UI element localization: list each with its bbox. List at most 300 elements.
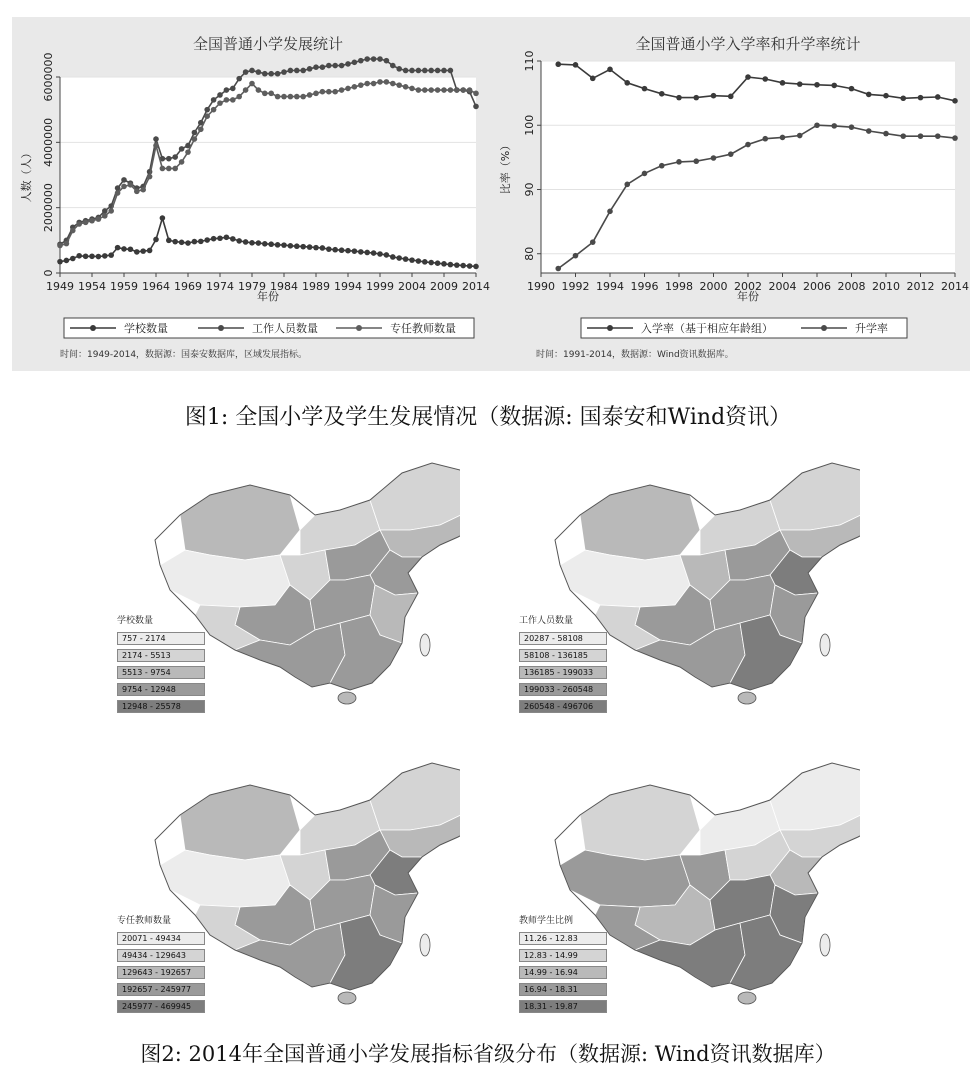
data-point [332, 63, 338, 69]
data-point [441, 68, 447, 74]
x-tick-label: 2004 [768, 280, 797, 293]
data-point [814, 82, 820, 88]
data-point [268, 91, 274, 97]
data-point [403, 68, 409, 74]
legend-marker [821, 325, 827, 331]
legend-swatch [519, 683, 607, 696]
data-point [409, 68, 415, 74]
data-point [256, 240, 262, 246]
data-point [728, 151, 734, 157]
data-point [57, 243, 63, 249]
data-point [192, 136, 198, 142]
province [160, 850, 290, 907]
data-point [217, 92, 223, 98]
data-point [307, 92, 313, 98]
data-point [64, 258, 70, 264]
data-point [339, 247, 345, 253]
y-tick-label: 2000000 [42, 183, 55, 233]
data-point [900, 133, 906, 139]
map-legend-item [519, 700, 607, 713]
data-point [332, 89, 338, 95]
data-point [160, 166, 166, 172]
legend-swatch [519, 966, 607, 979]
data-point [866, 128, 872, 134]
data-point [377, 79, 383, 85]
data-point [204, 237, 210, 243]
data-point [204, 113, 210, 119]
data-point [797, 81, 803, 87]
data-point [70, 256, 76, 262]
data-point [352, 60, 358, 66]
legend-marker [356, 325, 362, 331]
plot-area [541, 61, 955, 273]
x-tick-label: 1992 [561, 280, 590, 293]
legend-swatch [519, 649, 607, 662]
data-point [358, 82, 364, 88]
map-legend-item [519, 983, 607, 996]
data-point [102, 253, 108, 259]
data-point [268, 241, 274, 247]
data-point [121, 177, 127, 183]
data-point [224, 87, 230, 93]
legend-entry: 入学率（基于相应年龄组） [641, 322, 773, 335]
data-point [236, 94, 242, 100]
data-point [428, 68, 434, 74]
province [370, 463, 460, 530]
province [580, 785, 700, 860]
y-tick-label: 110 [523, 50, 536, 72]
data-point [300, 68, 306, 74]
data-point [590, 239, 596, 245]
data-point [166, 166, 172, 172]
data-point [76, 221, 82, 227]
province [160, 550, 290, 607]
data-point [952, 98, 958, 104]
data-point [307, 244, 313, 250]
data-point [780, 135, 786, 141]
data-point [313, 245, 319, 251]
legend-marker [607, 325, 613, 331]
data-point [396, 66, 402, 72]
hainan-island [738, 992, 756, 1004]
data-point [313, 64, 319, 70]
map-legend-item [519, 1000, 607, 1013]
legend-swatch [519, 949, 607, 962]
data-point [762, 76, 768, 82]
data-point [935, 94, 941, 100]
data-point [313, 91, 319, 97]
data-point [121, 246, 127, 252]
map-legend-item [519, 632, 607, 645]
legend-swatch [519, 632, 607, 645]
map-legend-title: 教师学生比例 [519, 916, 574, 926]
data-point [448, 262, 454, 268]
x-axis-label: 年份 [257, 290, 279, 303]
chart1-svg [12, 17, 491, 371]
province [180, 785, 300, 860]
data-point [160, 215, 166, 221]
x-tick-label: 1984 [270, 280, 298, 293]
data-point [900, 95, 906, 101]
x-tick-label: 2002 [734, 280, 762, 293]
taiwan-island [420, 634, 430, 656]
data-point [275, 242, 281, 248]
data-point [236, 238, 242, 244]
chart-school-development [12, 17, 491, 371]
data-point [390, 81, 396, 87]
x-tick-label: 1998 [665, 280, 693, 293]
legend-range: 129643 - 192657 [122, 968, 192, 977]
x-tick-label: 2012 [906, 280, 935, 293]
taiwan-island [820, 934, 830, 956]
data-point [384, 79, 390, 85]
data-point [435, 260, 441, 266]
data-point [121, 184, 127, 190]
data-point [89, 253, 95, 259]
map-legend-title: 专任教师数量 [117, 916, 172, 926]
data-point [153, 136, 159, 142]
legend-entry: 工作人员数量 [252, 322, 318, 335]
data-point [192, 239, 198, 245]
data-point [140, 248, 146, 254]
x-tick-label: 2000 [699, 280, 728, 293]
x-tick-label: 2010 [872, 280, 900, 293]
data-point [64, 241, 70, 247]
data-point [780, 80, 786, 86]
figure1-caption: 图1: 全国小学及学生发展情况（数据源: 国泰安和Wind资讯） [184, 405, 792, 430]
data-point [441, 261, 447, 267]
x-tick-label: 2014 [941, 280, 969, 293]
y-tick-label: 6000000 [42, 52, 55, 102]
chart-title: 全国普通小学入学率和升学率统计 [635, 35, 861, 53]
data-point [377, 251, 383, 257]
data-point [555, 61, 561, 67]
data-point [384, 58, 390, 64]
map-legend-item [117, 700, 205, 713]
data-point [441, 87, 447, 93]
data-point [211, 107, 217, 113]
hainan-island [338, 692, 356, 704]
x-axis-label: 年份 [737, 290, 759, 303]
x-tick-label: 1964 [142, 280, 170, 293]
legend-range: 757 - 2174 [122, 634, 166, 643]
x-tick-label: 2009 [430, 280, 458, 293]
legend-swatch [519, 932, 607, 945]
data-point [371, 250, 377, 256]
data-point [454, 262, 460, 268]
taiwan-island [420, 934, 430, 956]
data-point [918, 133, 924, 139]
data-point [76, 253, 82, 259]
data-point [607, 209, 613, 215]
legend-range: 16.94 - 18.31 [524, 985, 578, 994]
data-point [428, 260, 434, 266]
data-point [147, 248, 153, 254]
data-point [217, 235, 223, 241]
data-point [320, 64, 326, 70]
data-point [814, 122, 820, 128]
data-point [243, 69, 249, 75]
data-point [172, 154, 178, 160]
data-point [307, 66, 313, 72]
data-point [281, 94, 287, 100]
data-point [204, 107, 210, 113]
legend-range: 245977 - 469945 [122, 1002, 192, 1011]
legend-range: 2174 - 5513 [122, 651, 171, 660]
map-legend-item [519, 966, 607, 979]
legend-swatch [117, 966, 205, 979]
data-point [147, 174, 153, 180]
legend-swatch [117, 700, 205, 713]
data-point [281, 69, 287, 75]
data-point [371, 81, 377, 87]
data-point [288, 94, 294, 100]
data-point [211, 236, 217, 242]
data-point [659, 91, 665, 97]
data-point [294, 68, 300, 74]
data-point [185, 149, 191, 155]
legend-range: 18.31 - 19.87 [524, 1002, 578, 1011]
data-point [384, 252, 390, 258]
data-point [115, 245, 121, 251]
data-point [659, 163, 665, 169]
data-point [866, 92, 872, 98]
data-point [435, 87, 441, 93]
x-tick-label: 1969 [174, 280, 202, 293]
province [580, 485, 700, 560]
data-point [358, 249, 364, 255]
legend-entry: 升学率 [855, 322, 888, 335]
data-point [693, 95, 699, 101]
legend-range: 5513 - 9754 [122, 668, 171, 677]
figure1 [12, 17, 970, 371]
figure2 [0, 450, 976, 1020]
data-point [300, 244, 306, 250]
data-point [428, 87, 434, 93]
map-legend-title: 工作人员数量 [519, 616, 574, 626]
data-point [153, 237, 159, 243]
legend-range: 49434 - 129643 [122, 951, 186, 960]
x-tick-label: 1996 [630, 280, 659, 293]
data-point [326, 89, 332, 95]
data-point [467, 87, 473, 93]
data-point [83, 220, 89, 226]
y-axis-label: 比率（%） [499, 139, 512, 195]
x-tick-label: 1949 [46, 280, 74, 293]
data-point [268, 71, 274, 77]
map-legend-item [519, 932, 607, 945]
legend-range: 58108 - 136185 [524, 651, 588, 660]
data-point [230, 236, 236, 242]
legend-swatch [117, 949, 205, 962]
data-point [256, 87, 262, 93]
legend-range: 12.83 - 14.99 [524, 951, 578, 960]
data-point [728, 94, 734, 100]
data-point [172, 239, 178, 245]
data-point [831, 83, 837, 89]
map-legend-item [519, 949, 607, 962]
data-point [371, 56, 377, 62]
data-point [275, 71, 281, 77]
data-point [294, 94, 300, 100]
legend-entry: 专任教师数量 [390, 322, 456, 335]
legend-swatch [519, 1000, 607, 1013]
data-point [211, 97, 217, 103]
data-point [300, 94, 306, 100]
data-point [352, 84, 358, 90]
data-point [288, 243, 294, 249]
map-legend-item [117, 683, 205, 696]
data-point [108, 208, 114, 214]
data-point [294, 243, 300, 249]
legend-swatch [519, 700, 607, 713]
data-point [320, 89, 326, 95]
data-point [422, 68, 428, 74]
data-point [192, 130, 198, 136]
data-point [262, 241, 268, 247]
data-point [339, 87, 345, 93]
legend-marker [218, 325, 224, 331]
data-point [140, 187, 146, 193]
legend-range: 199033 - 260548 [524, 685, 594, 694]
data-point [243, 87, 249, 93]
data-point [96, 254, 102, 260]
legend-range: 192657 - 245977 [122, 985, 192, 994]
data-point [262, 91, 268, 97]
data-point [249, 81, 255, 87]
data-point [217, 100, 223, 106]
legend-range: 260548 - 496706 [524, 702, 594, 711]
map-legend-item [117, 632, 205, 645]
data-point [364, 250, 370, 256]
data-point [345, 86, 351, 92]
x-tick-label: 1994 [596, 280, 624, 293]
taiwan-island [820, 634, 830, 656]
data-point [460, 87, 466, 93]
map-legend-item [117, 966, 205, 979]
data-point [89, 218, 95, 224]
data-point [711, 155, 717, 161]
data-point [102, 213, 108, 219]
map-legend-item [117, 949, 205, 962]
legend-swatch [117, 1000, 205, 1013]
data-point [262, 71, 268, 77]
province [560, 850, 690, 907]
data-point [935, 133, 941, 139]
chart-title: 全国普通小学发展统计 [192, 35, 344, 53]
data-point [448, 68, 454, 74]
data-point [249, 240, 255, 246]
hainan-island [338, 992, 356, 1004]
data-point [115, 190, 121, 196]
data-point [153, 143, 159, 149]
data-point [883, 93, 889, 99]
data-point [762, 136, 768, 142]
data-point [364, 56, 370, 62]
data-point [460, 263, 466, 269]
x-tick-label: 2008 [837, 280, 866, 293]
legend-entry: 学校数量 [124, 322, 168, 335]
data-point [275, 94, 281, 100]
legend-swatch [519, 983, 607, 996]
data-point [555, 266, 561, 272]
data-point [676, 95, 682, 101]
x-tick-label: 2014 [462, 280, 490, 293]
data-point [332, 247, 338, 253]
data-point [224, 97, 230, 103]
data-point [409, 257, 415, 263]
legend-swatch [117, 683, 205, 696]
legend-range: 12948 - 25578 [122, 702, 181, 711]
data-point [642, 86, 648, 92]
legend-range: 14.99 - 16.94 [524, 968, 578, 977]
hainan-island [738, 692, 756, 704]
data-point [573, 253, 579, 259]
data-point [345, 248, 351, 254]
data-point [364, 81, 370, 87]
y-tick-label: 90 [523, 182, 536, 197]
y-tick-label: 80 [523, 246, 536, 261]
x-tick-label: 2006 [803, 280, 831, 293]
data-point [883, 131, 889, 137]
data-point [358, 58, 364, 64]
legend-range: 11.26 - 12.83 [524, 934, 578, 943]
data-point [435, 68, 441, 74]
data-point [179, 239, 185, 245]
data-point [473, 104, 479, 110]
province [560, 550, 690, 607]
x-tick-label: 1999 [366, 280, 394, 293]
data-point [326, 63, 332, 69]
y-tick-label: 100 [523, 114, 536, 136]
province [180, 485, 300, 560]
data-point [745, 142, 751, 148]
map-legend-item [117, 1000, 205, 1013]
data-point [198, 239, 204, 245]
y-tick-label: 0 [42, 269, 55, 277]
data-point [249, 68, 255, 74]
data-point [281, 242, 287, 248]
data-point [198, 126, 204, 132]
legend-swatch [117, 932, 205, 945]
legend-swatch [519, 666, 607, 679]
y-axis-label: 人数（人） [20, 147, 33, 203]
legend-swatch [117, 632, 205, 645]
data-point [711, 93, 717, 99]
x-tick-label: 1990 [527, 280, 555, 293]
data-point [467, 263, 473, 269]
data-point [849, 124, 855, 130]
legend-range: 136185 - 199033 [524, 668, 594, 677]
x-tick-label: 1994 [334, 280, 362, 293]
province [770, 763, 860, 830]
data-point [642, 171, 648, 177]
right-note: 时间：1991-2014，数据源：Wind资讯数据库。 [536, 350, 734, 360]
data-point [693, 158, 699, 164]
data-point [172, 166, 178, 172]
legend-range: 20287 - 58108 [524, 634, 583, 643]
data-point [128, 182, 134, 188]
data-point [573, 62, 579, 68]
map-legend-item [117, 666, 205, 679]
figure2-caption: 图2: 2014年全国普通小学发展指标省级分布（数据源: Wind资讯数据库） [140, 1042, 836, 1066]
data-point [448, 87, 454, 93]
data-point [797, 133, 803, 139]
data-point [166, 238, 172, 244]
map-legend-item [519, 666, 607, 679]
map-legend-item [519, 683, 607, 696]
data-point [224, 234, 230, 240]
